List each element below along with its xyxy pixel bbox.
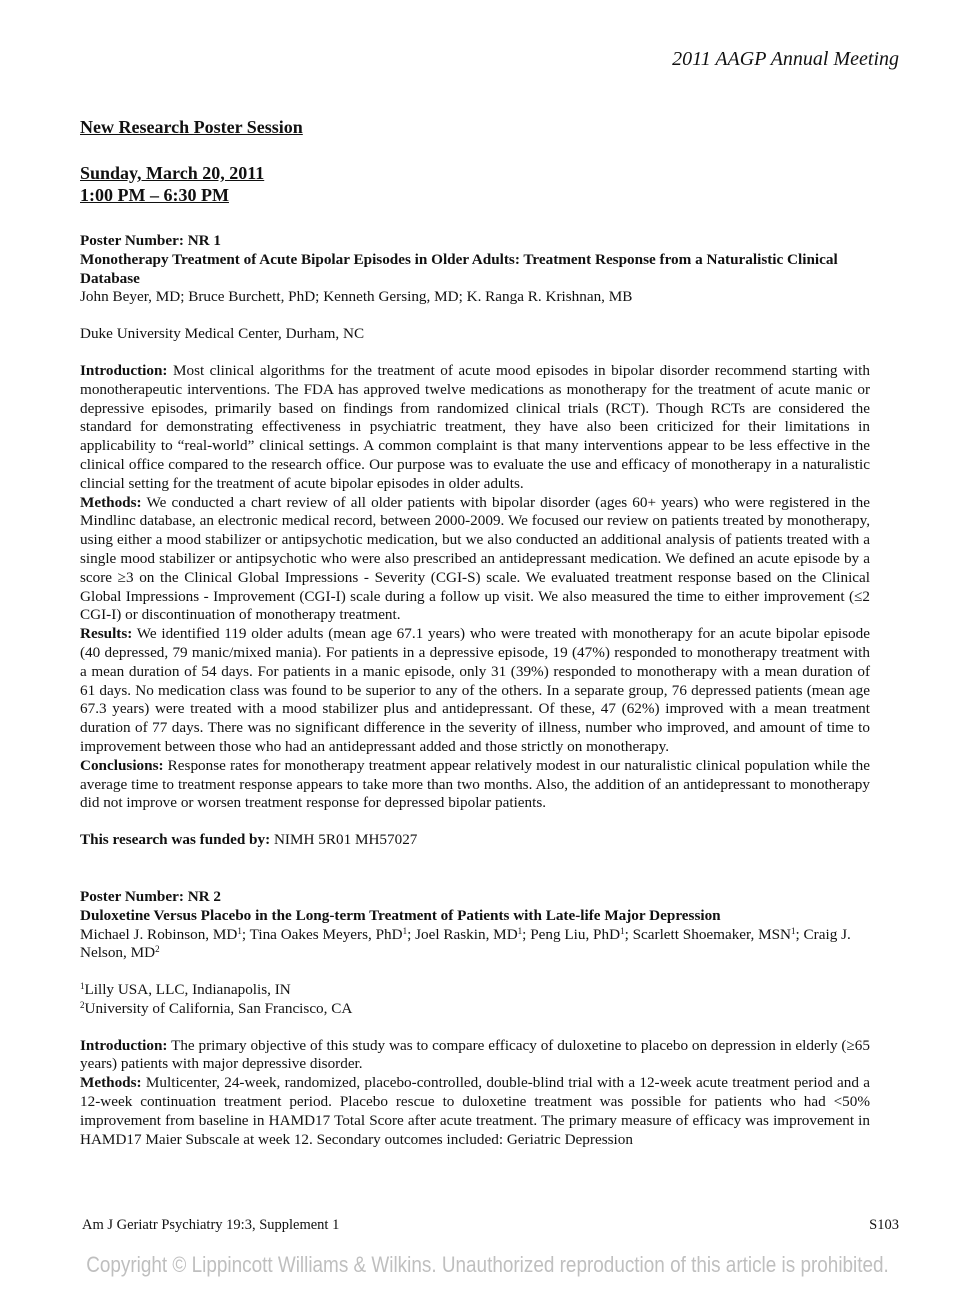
funding-label: This research was funded by:: [80, 831, 271, 849]
methods-text: We conducted a chart review of all older patients with bipolar disorder (ages 60+ years) who were registered in the Mindlinc database, an electronic medical record, between 2000-2009. We focused our review on patients treated by monotherapy, using either a mood stabilizer or antipsychotic medication, but we also conducted an additional analysis of patients treated with a single mood stabilizer or antipsychotic who were also prescribed an antidepressant medication. We defined an acute episode by a score ≥3 on the Clinical Global Impressions - Severity (CGI-S) scale. We evaluated treatment response based on the Clinical Global Impressions - Improvement (CGI-I) scale during a follow up visit. We also measured the time to either improvement (≤2 CGI-I) or discontinuation of monotherapy treatment.: [80, 493, 870, 624]
conclusions-text: Response rates for monotherapy treatment appear relatively modest in our naturalistic clinical population while the average time to treatment response appears to take more than two months. Also, the addition of an antidepressant to monotherapy did not improve or worsen treatment response for depressed bipolar patients.: [80, 756, 871, 812]
poster-nr1: [80, 232, 870, 850]
running-head: 2011 AAGP Annual Meeting: [672, 48, 899, 70]
copyright-notice: Copyright © Lippincott Williams & Wilkins. Unauthorized reproduction of this article is prohibited.: [86, 1252, 889, 1277]
results-paragraph: [80, 625, 870, 757]
session-time: 1:00 PM – 6:30 PM: [80, 185, 229, 205]
poster-affiliations: [80, 981, 870, 1019]
methods-paragraph: [80, 494, 870, 626]
methods-paragraph: [80, 1074, 870, 1149]
poster-title: Monotherapy Treatment of Acute Bipolar Episodes in Older Adults: Treatment Response from a Naturalistic Clinical Database: [80, 250, 838, 287]
introduction-text: Most clinical algorithms for the treatment of acute mood episodes in bipolar disorder recommend starting with monotherapeutic interventions. The FDA has approved twelve medications as monotherapy for the treatment of acute manic or depressive episodes, primarily based on findings from randomized clinical trials (RCT). Though RCTs are considered the standard for demonstrating effectiveness in psychiatric treatment, they have also been criticized for their limitations in applicability to “real-world” clinical settings. A common complaint is that many interventions appear to be less effective in the clinical office compared to the research office. Our purpose was to evaluate the use and efficacy of monotherapy in a naturalistic clincial setting for the treatment of acute bipolar episodes in older adults.: [80, 361, 870, 492]
page-number: S103: [869, 1217, 899, 1233]
funding-line: [80, 831, 870, 850]
introduction-text: The primary objective of this study was to compare efficacy of duloxetine to placebo on depression in elderly (≥65 years) patients with major depressive disorder.: [80, 1036, 870, 1073]
abstract-body: [80, 1037, 870, 1150]
poster-title: Duloxetine Versus Placebo in the Long-term Treatment of Patients with Late-life Major Depression: [80, 906, 721, 924]
results-label: Results:: [80, 625, 133, 643]
abstract-body: [80, 362, 870, 813]
page-content: [80, 116, 870, 1149]
conclusions-label: Conclusions:: [80, 756, 164, 774]
poster-number: Poster Number: NR 2: [80, 887, 222, 905]
introduction-label: Introduction:: [80, 361, 168, 379]
session-date: Sunday, March 20, 2011: [80, 163, 265, 183]
affiliation-2: $^2$University of California, San Francisco, CA: [80, 999, 353, 1017]
poster-number: Poster Number: NR 1: [80, 232, 222, 249]
conclusions-paragraph: [80, 757, 870, 813]
poster-affiliation: Duke University Medical Center, Durham, NC: [80, 325, 365, 343]
poster-authors: John Beyer, MD; Bruce Burchett, PhD; Kenneth Gersing, MD; K. Ranga R. Krishnan, MB: [80, 288, 633, 306]
journal-citation: Am J Geriatr Psychiatry 19:3, Supplement 1: [82, 1217, 340, 1233]
results-text: We identified 119 older adults (mean age 67.1 years) who were treated with monotherapy for an acute bipolar episode (40 depressed, 79 manic/mixed mania). For patients in a depressive episode, 19 (47%) responded to monotherapy treatment with a mean duration of 54 days. For patients in a manic episode, only 31 (39%) responded to monotherapy with a mean duration of 61 days. No medication class was found to be superior to any of the others. In a separate group, 76 depressed patients (mean age 67.3 years) were treated with a mood stabilizer plus and antidepressant. Of these, 47 (62%) improved with a mean treatment duration of 77 days. There was no significant difference in the severity of illness, number who improved, and amount of time to improvement between those who had an antidepressant added and those strictly on monotherapy.: [80, 625, 870, 755]
session-title: New Research Poster Session: [80, 117, 303, 137]
introduction-label: Introduction:: [80, 1036, 168, 1054]
affiliation-1: $^1$Lilly USA, LLC, Indianapolis, IN: [80, 981, 291, 999]
funding-text: NIMH 5R01 MH57027: [273, 831, 418, 849]
introduction-paragraph: [80, 1037, 870, 1075]
methods-label: Methods:: [80, 1074, 142, 1092]
introduction-paragraph: [80, 362, 870, 494]
methods-label: Methods:: [80, 493, 142, 511]
poster-nr2: [80, 888, 870, 1150]
poster-authors: Michael J. Robinson, $MD^1$; Tina Oakes Meyers, PhD$^1$; Joel Raskin, $MD^1$; Peng Liu, PhD$^1$; Scarlett Shoemaker, MSN$^1$; Craig J. Nelson, $MD^2$: [80, 925, 851, 962]
methods-text: Multicenter, 24-week, randomized, placebo-controlled, double-blind trial with a 12-week acute treatment period and a 12-week continuation treatment period. Placebo rescue to duloxetine treatment was possible for patients who had <50% improvement from baseline in HAMD17 Total Score after acute treatment. The primary measure of efficacy was improvement in HAMD17 Maier Subscale at week 12. Secondary outcomes included: Geriatric Depression: [80, 1074, 871, 1148]
